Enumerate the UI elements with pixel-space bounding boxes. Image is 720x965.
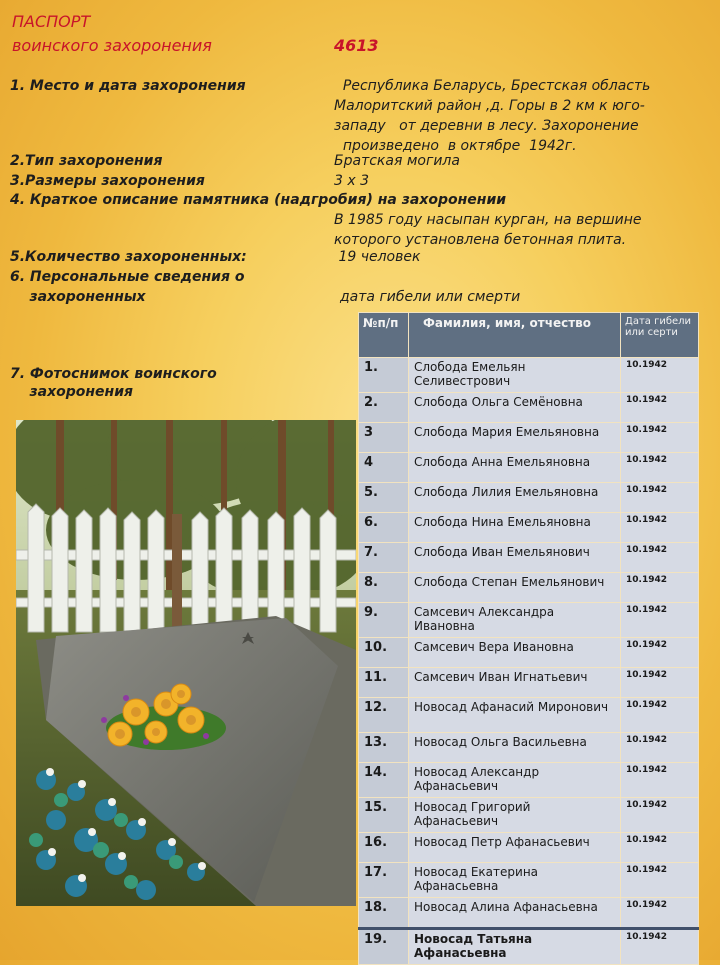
row-name: Слобода Лилия Емельяновна (409, 483, 621, 513)
personal-label-1: 6. Персональные сведения о (10, 269, 245, 285)
table-row (359, 603, 699, 638)
row-date: 10.1942 (621, 453, 699, 483)
place-line-1: Республика Беларусь, Брестская область (334, 78, 651, 94)
table-row (359, 513, 699, 543)
row-name: Самсевич Вера Ивановна (409, 638, 621, 668)
buried-persons-table (358, 312, 699, 965)
row-number: 2. (359, 393, 409, 423)
table-row (359, 698, 699, 733)
row-number: 4 (359, 453, 409, 483)
row-number: 5. (359, 483, 409, 513)
header-number: №п/п (359, 313, 409, 358)
type-label: 2.Тип захоронения (10, 153, 163, 169)
row-date: 10.1942 (621, 763, 699, 798)
table-row (359, 898, 699, 929)
row-name: Слобода Нина Емельяновна (409, 513, 621, 543)
table-row (359, 393, 699, 423)
row-number: 6. (359, 513, 409, 543)
row-name: Слобода Анна Емельяновна (409, 453, 621, 483)
monument-line-1: В 1985 году насыпан курган, на вершине (334, 212, 642, 228)
row-date: 10.1942 (621, 798, 699, 833)
row-number: 8. (359, 573, 409, 603)
row-date: 10.1942 (621, 833, 699, 863)
row-name: Слобода Иван Емельянович (409, 543, 621, 573)
table-row (359, 483, 699, 513)
table-row (359, 573, 699, 603)
row-number: 16. (359, 833, 409, 863)
row-name: Новосад Татьяна Афанасьевна (409, 929, 621, 965)
monument-label: 4. Краткое описание памятника (надгробия) на захоронении (10, 192, 507, 208)
monument-line-2: которого установлена бетонная плита. (334, 232, 627, 248)
row-number: 1. (359, 358, 409, 393)
count-value: 19 человек (334, 249, 421, 265)
row-name: Новосад Афанасий Миронович (409, 698, 621, 733)
size-value: 3 х 3 (334, 173, 369, 189)
row-date: 10.1942 (621, 358, 699, 393)
row-date: 10.1942 (621, 929, 699, 965)
row-name: Новосад Ольга Васильевна (409, 733, 621, 763)
row-number: 14. (359, 763, 409, 798)
row-number: 13. (359, 733, 409, 763)
row-number: 9. (359, 603, 409, 638)
burial-photo-drawing (16, 420, 356, 906)
row-number: 18. (359, 898, 409, 929)
row-name: Новосад Екатерина Афанасьевна (409, 863, 621, 898)
row-number: 17. (359, 863, 409, 898)
row-date: 10.1942 (621, 423, 699, 453)
row-number: 19. (359, 929, 409, 965)
row-date: 10.1942 (621, 898, 699, 929)
table-row (359, 543, 699, 573)
place-value (334, 76, 650, 156)
row-date: 10.1942 (621, 638, 699, 668)
count-label: 5.Количество захороненных: (10, 249, 247, 265)
place-label: 1. Место и дата захоронения (10, 78, 246, 94)
burial-number: 4613 (334, 36, 379, 55)
row-name: Новосад Александр Афанасьевич (409, 763, 621, 798)
row-number: 7. (359, 543, 409, 573)
row-name: Слобода Ольга Семёновна (409, 393, 621, 423)
table-row (359, 733, 699, 763)
monument-value (334, 210, 642, 250)
row-date: 10.1942 (621, 603, 699, 638)
row-date: 10.1942 (621, 543, 699, 573)
row-date: 10.1942 (621, 573, 699, 603)
row-name: Слобода Мария Емельяновна (409, 423, 621, 453)
row-name: Слобода Емельян Селивестрович (409, 358, 621, 393)
photo-label-2: захоронения (10, 384, 134, 400)
row-number: 3 (359, 423, 409, 453)
photo-label-1: 7. Фотоснимок воинского (10, 366, 217, 382)
row-name: Самсевич Иван Игнатьевич (409, 668, 621, 698)
row-number: 10. (359, 638, 409, 668)
passport-subtitle: воинского захоронения (12, 36, 212, 55)
header-name: Фамилия, имя, отчество (409, 313, 621, 358)
row-date: 10.1942 (621, 733, 699, 763)
table-row (359, 833, 699, 863)
row-date: 10.1942 (621, 698, 699, 733)
personal-label-2: захороненных (10, 289, 146, 305)
table-row (359, 863, 699, 898)
place-line-2: Малоритский район ,д. Горы в 2 км к юго- (334, 98, 645, 114)
personal-value: дата гибели или смерти (340, 289, 521, 305)
passport-title: ПАСПОРТ (12, 12, 91, 31)
row-name: Новосад Алина Афанасьевна (409, 898, 621, 929)
place-line-3: западу от деревни в лесу. Захоронение (334, 118, 639, 134)
row-number: 12. (359, 698, 409, 733)
row-name: Слобода Степан Емельянович (409, 573, 621, 603)
row-name: Новосад Григорий Афанасьевич (409, 798, 621, 833)
row-date: 10.1942 (621, 668, 699, 698)
row-date: 10.1942 (621, 513, 699, 543)
table-row (359, 798, 699, 833)
row-number: 15. (359, 798, 409, 833)
row-number: 11. (359, 668, 409, 698)
burial-photo (16, 420, 356, 906)
size-label: 3.Размеры захоронения (10, 173, 205, 189)
type-value: Братская могила (334, 153, 460, 169)
row-name: Самсевич Александра Ивановна (409, 603, 621, 638)
table-row (359, 453, 699, 483)
row-name: Новосад Петр Афанасьевич (409, 833, 621, 863)
table-row (359, 668, 699, 698)
table-row (359, 763, 699, 798)
row-date: 10.1942 (621, 393, 699, 423)
table-row (359, 638, 699, 668)
table-header-row (359, 313, 699, 358)
row-date: 10.1942 (621, 483, 699, 513)
table-row (359, 929, 699, 965)
table-row (359, 423, 699, 453)
table-row (359, 358, 699, 393)
header-date: Дата гибели или серти (621, 313, 699, 358)
row-date: 10.1942 (621, 863, 699, 898)
place-line-4: произведено в октябре 1942г. (334, 138, 577, 154)
